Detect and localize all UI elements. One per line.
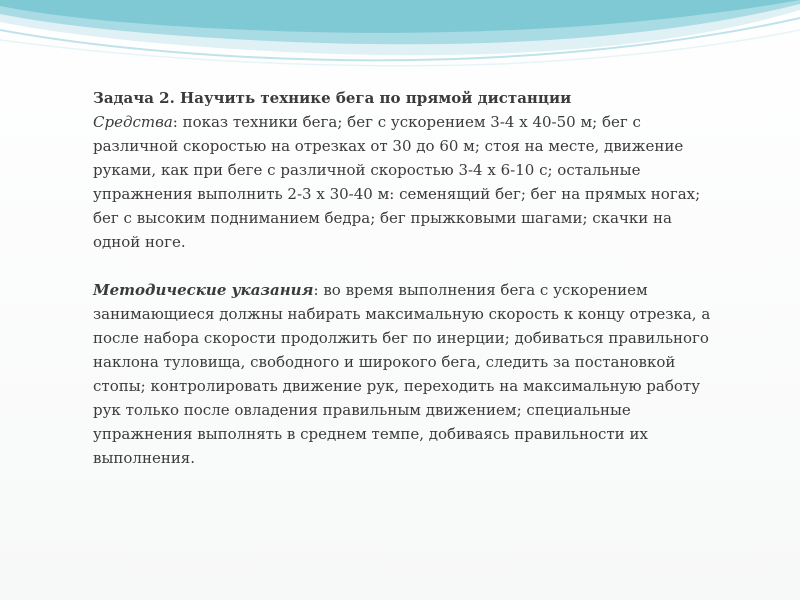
means-label: Средства [93,113,173,131]
paragraph-spacer [93,254,718,278]
slide-text-content [93,86,718,470]
method-section [93,278,718,470]
task-section [93,86,718,254]
means-text: : показ техники бега; бег с ускорением 3-4 х 40-50 м; бег с различной скоростью на отрезках от 30 до 60 м; стоя на месте, движение руками, как при беге с различной скоростью 3-4 х 6-10 с; остальные упражнения выполнить 2-3 х 30-40 м: семенящий бег; бег на прямых ногах; бег с высоким подниманием бедра; бег прыжковыми шагами; скачки на одной ноге. [93,113,701,251]
method-text: : во время выполнения бега с ускорением занимающиеся должны набирать максимальную скорость к концу отрезка, а после набора скорости продолжить бег по инерции; добиваться правильного наклона туловища, свободного и широкого бега, следить за постановкой стопы; контролировать движение рук, переходить на максимальную работу рук только после овладения правильным движением; специальные упражнения выполнять в среднем темпе, добиваясь правильности их выполнения. [93,281,711,467]
method-label: Методические указания [93,281,314,299]
header-wave-decoration [0,0,800,72]
task-title: Задача 2. Научить технике бега по прямой дистанции [93,89,572,107]
